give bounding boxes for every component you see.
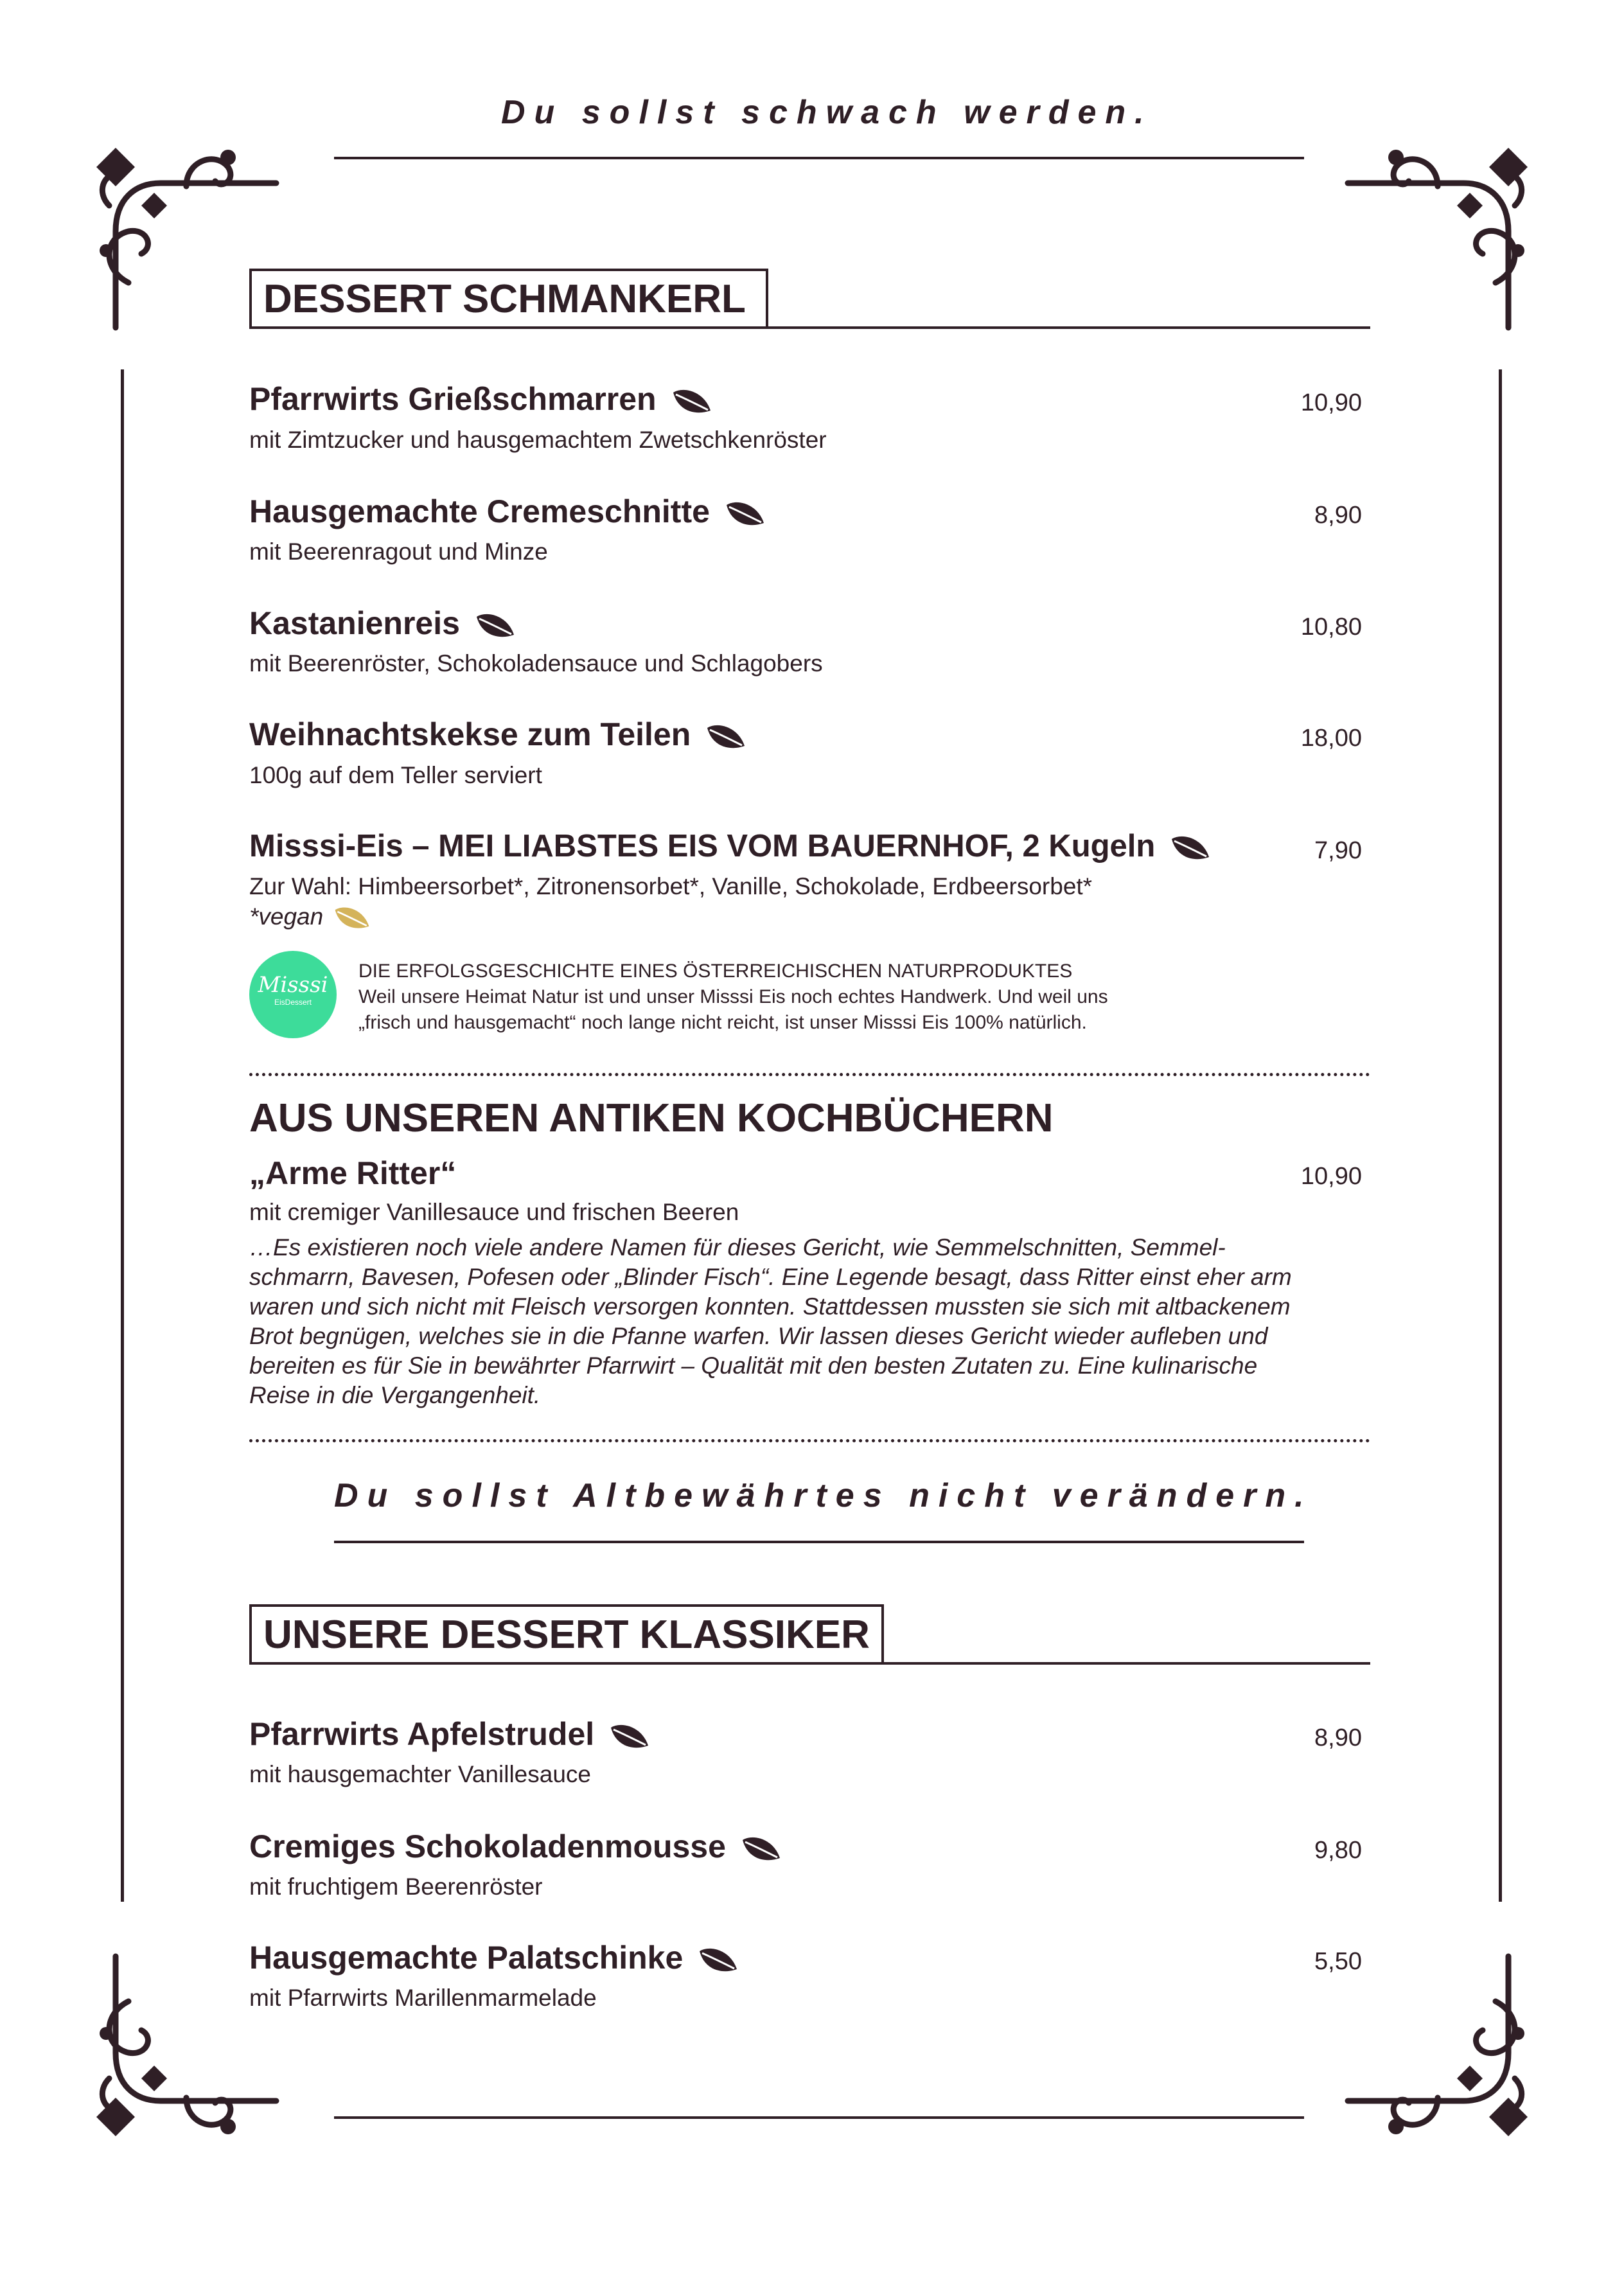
- leaf-icon: [1169, 834, 1212, 862]
- leaf-icon: [671, 387, 713, 416]
- misssi-info: [358, 959, 1108, 1036]
- item-description: mit Beerenröster, Schokoladensauce und Schlagobers: [249, 650, 823, 677]
- item-price: 8,90: [1314, 502, 1362, 529]
- misssi-logo-text: Misssi: [258, 972, 328, 998]
- misssi-info-line: DIE ERFOLGSGESCHICHTE EINES ÖSTERREICHISCHEN NATURPRODUKTES: [358, 961, 1073, 982]
- header-tagline: Du sollst schwach werden.: [501, 94, 1153, 131]
- section-title-dessert-schmankerl: DESSERT SCHMANKERL: [249, 269, 768, 328]
- item-price: 10,80: [1300, 614, 1362, 641]
- section-title-antike-kochbuecher: AUS UNSEREN ANTIKEN KOCHBÜCHERN: [249, 1096, 1054, 1140]
- item-description: mit hausgemachter Vanillesauce: [249, 1761, 591, 1787]
- footer-rule: [334, 2116, 1304, 2119]
- item-name: Weihnachtskekse zum Teilen: [249, 716, 691, 752]
- section3-underline: [249, 1662, 1370, 1665]
- misssi-logo-subtext: EisDessert: [274, 998, 312, 1007]
- frame-left-border: [121, 369, 124, 1902]
- story-line: Reise in die Vergangenheit.: [249, 1382, 541, 1408]
- misssi-logo: [249, 951, 337, 1038]
- misssi-info-line: Weil unsere Heimat Natur ist und unser Misssi Eis noch echtes Handwerk. Und weil uns: [358, 986, 1108, 1007]
- story-line: schmarrn, Bavesen, Pofesen oder „Blinder Fisch“. Eine Legende besagt, dass Ritter einst eher arm: [249, 1264, 1292, 1290]
- item-description: mit Beerenragout und Minze: [249, 538, 548, 565]
- story-line: waren und sich nicht mit Fleisch versorgen konnten. Stattdessen mussten sie sich mit altbackenem: [249, 1293, 1291, 1320]
- leaf-icon: [724, 500, 766, 528]
- section-title-dessert-klassiker: UNSERE DESSERT KLASSIKER: [249, 1604, 884, 1663]
- item-price: 18,00: [1300, 725, 1362, 752]
- item-price: 5,50: [1314, 1948, 1362, 1975]
- tagline-2-rule: [334, 1541, 1304, 1543]
- dotted-divider: [249, 1073, 1370, 1076]
- item-name: Cremiges Schokoladenmousse: [249, 1828, 726, 1864]
- leaf-icon: [705, 723, 747, 751]
- leaf-icon: [740, 1835, 782, 1863]
- vegan-note: *vegan: [249, 903, 324, 930]
- misssi-info-line: „frisch und hausgemacht“ noch lange nicht reicht, ist unser Misssi Eis 100% natürlich.: [358, 1012, 1087, 1033]
- item-name: Hausgemachte Palatschinke: [249, 1940, 684, 1976]
- item-price: 8,90: [1314, 1724, 1362, 1751]
- section1-underline: [249, 326, 1370, 329]
- leaf-icon: [474, 612, 516, 640]
- item-description: mit Pfarrwirts Marillenmarmelade: [249, 1985, 597, 2011]
- header-rule: [334, 157, 1304, 159]
- item-name: Kastanienreis: [249, 605, 460, 641]
- item-description: mit fruchtigem Beerenröster: [249, 1873, 543, 1900]
- vegan-leaf-icon: [332, 905, 372, 931]
- item-name: Pfarrwirts Grießschmarren: [249, 381, 657, 417]
- frame-right-border: [1499, 369, 1502, 1902]
- story-line: Brot begnügen, welches sie in die Pfanne warfen. Wir lassen dieses Gericht wieder aufleben und: [249, 1323, 1268, 1349]
- story-paragraph: [249, 1233, 1361, 1410]
- item-description: Zur Wahl: Himbeersorbet*, Zitronensorbet*, Vanille, Schokolade, Erdbeersorbet*: [249, 873, 1093, 899]
- item-price: 7,90: [1314, 837, 1362, 864]
- story-line: bereiten es für Sie in bewährter Pfarrwirt – Qualität mit den besten Zutaten zu. Eine kulinarische: [249, 1352, 1258, 1379]
- tagline-2: Du sollst Altbewährtes nicht verändern.: [334, 1477, 1313, 1514]
- leaf-icon: [608, 1722, 651, 1751]
- item-name: „Arme Ritter“: [249, 1155, 457, 1191]
- item-price: 10,90: [1300, 389, 1362, 416]
- item-price: 10,90: [1300, 1163, 1362, 1190]
- leaf-icon: [697, 1946, 739, 1974]
- corner-ornament-bottom-left-icon: [90, 1950, 283, 2162]
- item-price: 9,80: [1314, 1837, 1362, 1864]
- item-name: Pfarrwirts Apfelstrudel: [249, 1716, 595, 1752]
- item-description: mit Zimtzucker und hausgemachtem Zwetschkenröster: [249, 427, 827, 453]
- corner-ornament-top-right-icon: [1341, 122, 1534, 334]
- item-description: 100g auf dem Teller serviert: [249, 762, 542, 788]
- item-description: mit cremiger Vanillesauce und frischen Beeren: [249, 1199, 739, 1225]
- story-line: …Es existieren noch viele andere Namen für dieses Gericht, wie Semmelschnitten, Semmel-: [249, 1234, 1226, 1261]
- item-name: Misssi-Eis – MEI LIABSTES EIS VOM BAUERNHOF, 2 Kugeln: [249, 829, 1156, 863]
- item-name: Hausgemachte Cremeschnitte: [249, 493, 710, 529]
- dotted-divider: [249, 1439, 1370, 1442]
- corner-ornament-bottom-right-icon: [1341, 1950, 1534, 2162]
